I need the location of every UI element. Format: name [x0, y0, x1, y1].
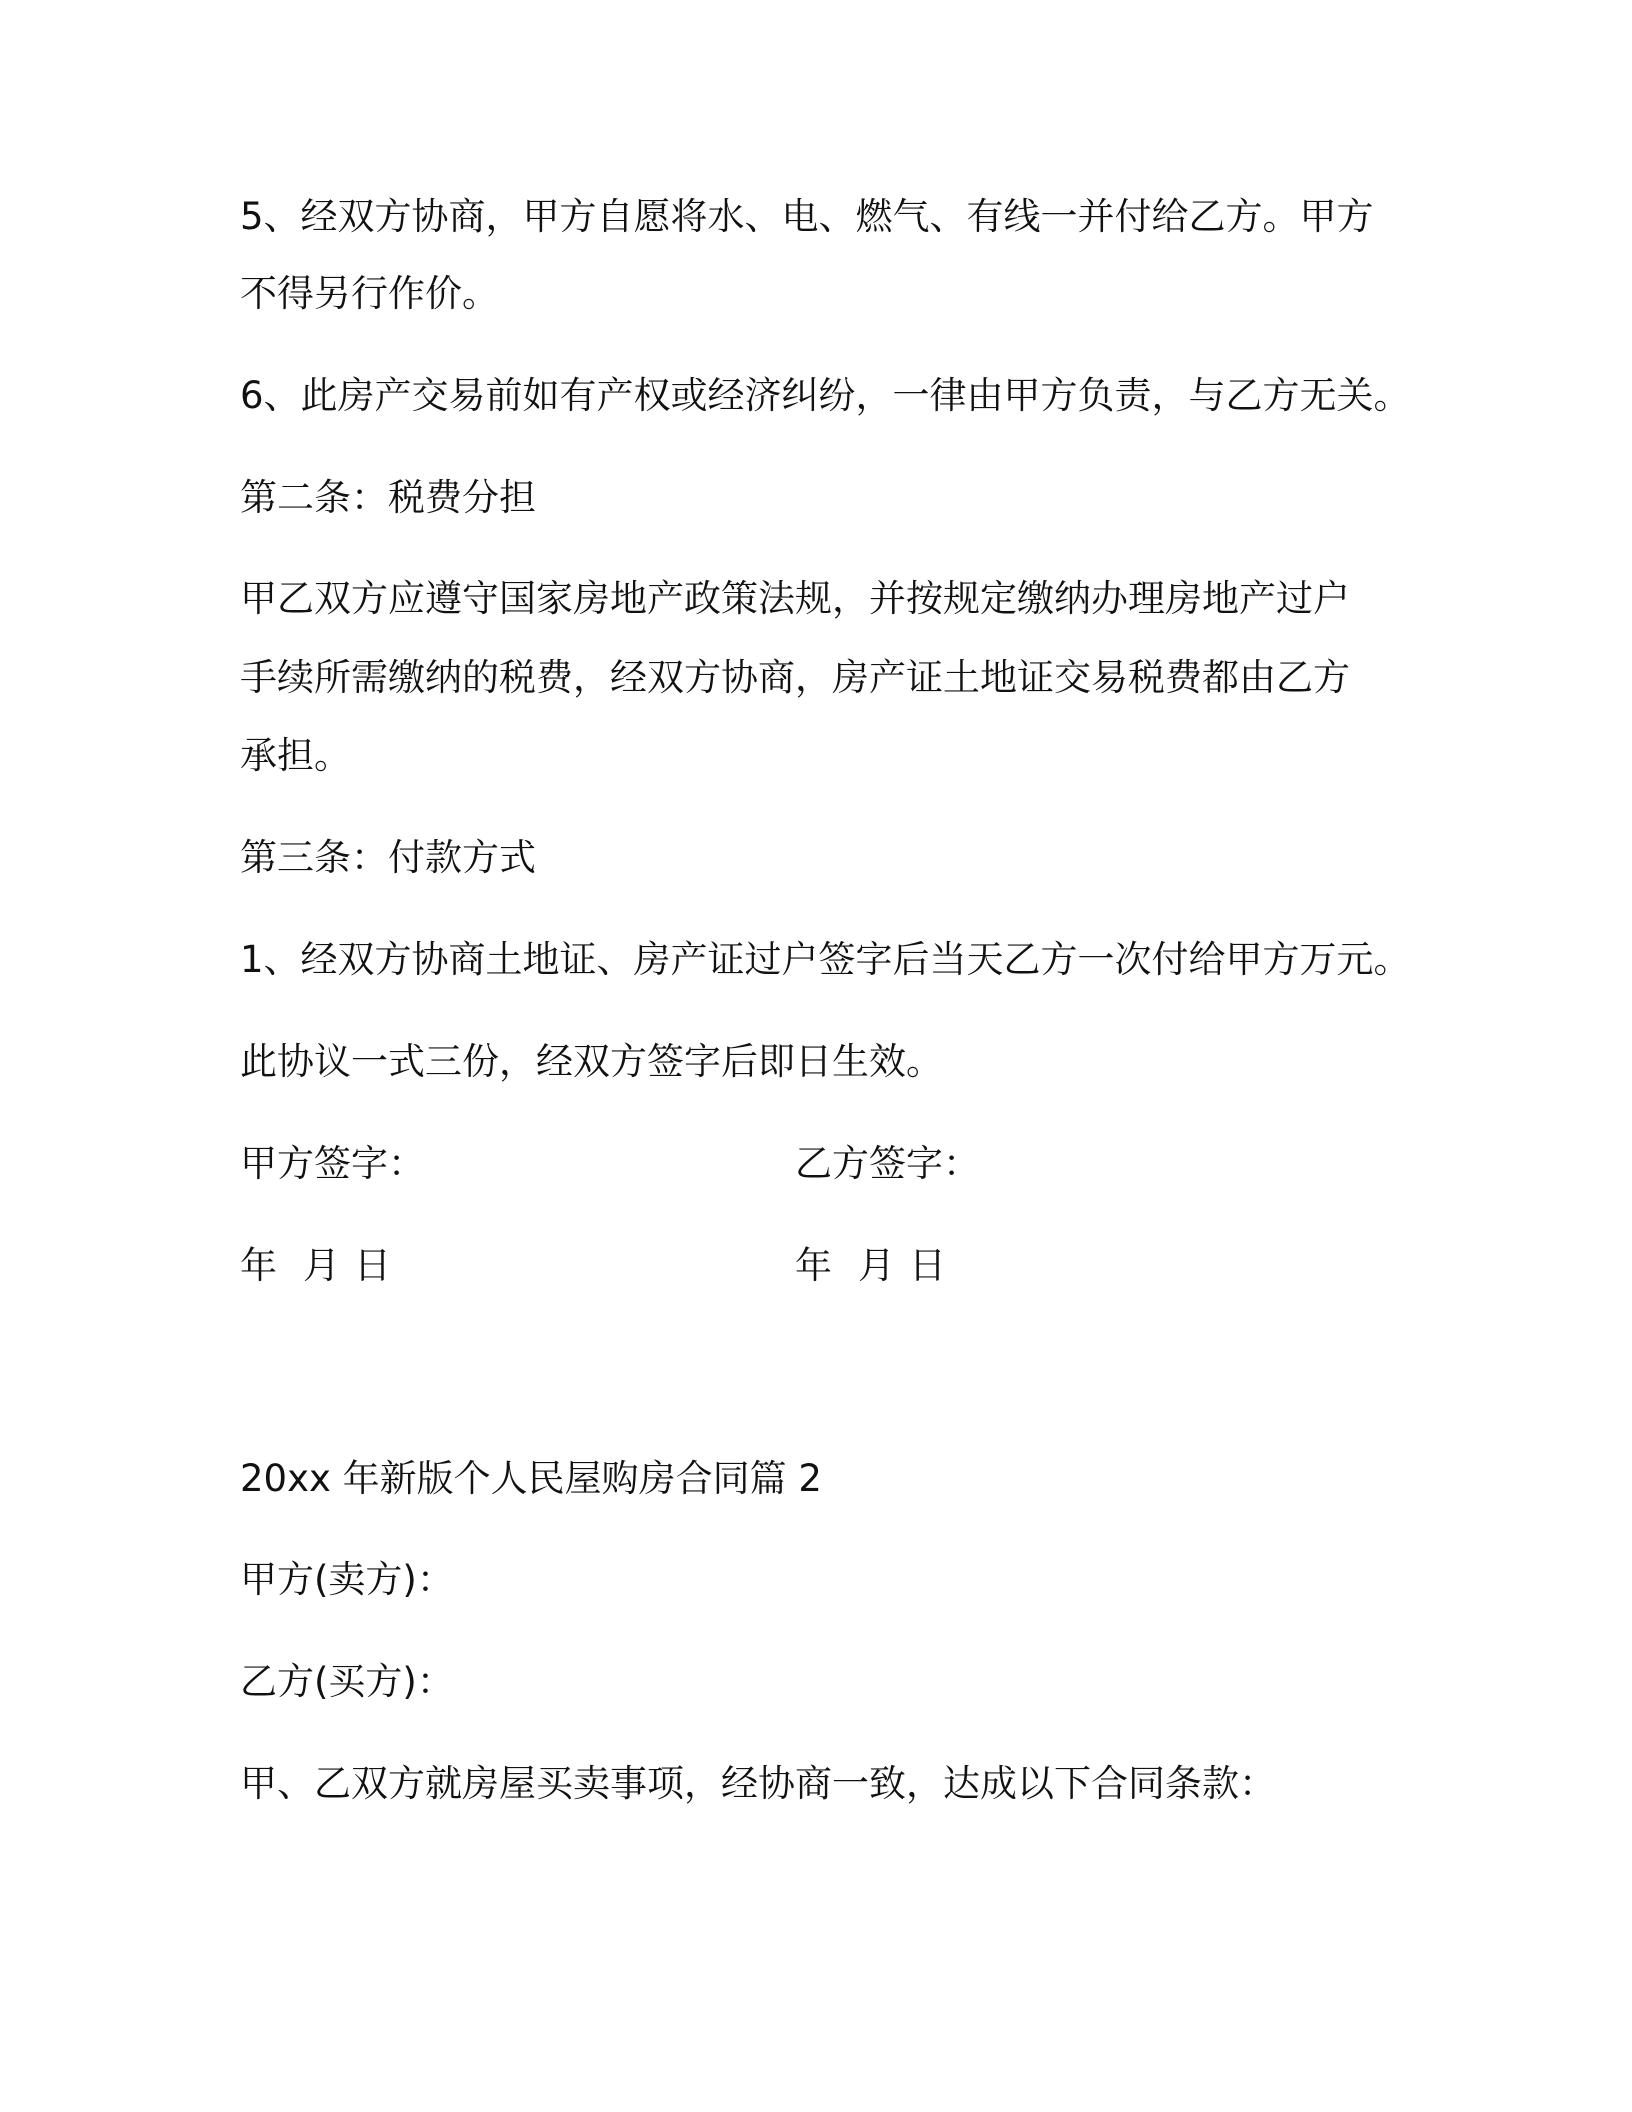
contract-2-title: 20xx 年新版个人民屋购房合同篇 2 — [240, 1457, 822, 1500]
clause-5-line-1: 5、经双方协商，甲方自愿将水、电、燃气、有线一并付给乙方。甲方 — [240, 195, 1374, 238]
buyer-label: 乙方(买方)： — [240, 1660, 454, 1703]
date-month: 月 — [303, 1244, 340, 1287]
clause-5-line-2: 不得另行作价。 — [240, 272, 499, 315]
date-month: 月 — [858, 1244, 895, 1287]
party-b-date — [795, 1244, 946, 1288]
article-3-heading: 第三条：付款方式 — [240, 836, 536, 879]
party-a-date — [240, 1244, 391, 1288]
party-a-signature-label: 甲方签字： — [240, 1142, 425, 1185]
article-2-line-2: 手续所需缴纳的税费，经双方协商，房产证土地证交易税费都由乙方 — [240, 656, 1350, 699]
clause-6: 6、此房产交易前如有产权或经济纠纷，一律由甲方负责，与乙方无关。 — [240, 374, 1411, 417]
article-2-heading: 第二条：税费分担 — [240, 476, 536, 519]
date-year: 年 — [240, 1244, 277, 1287]
date-day: 日 — [354, 1244, 391, 1287]
party-b-signature-label: 乙方签字： — [795, 1142, 980, 1185]
article-2-line-3: 承担。 — [240, 734, 351, 777]
effect-clause: 此协议一式三份，经双方签字后即日生效。 — [240, 1040, 943, 1083]
date-day: 日 — [909, 1244, 946, 1287]
article-3-item-1: 1、经双方协商土地证、房产证过户签字后当天乙方一次付给甲方万元。 — [240, 938, 1411, 981]
contract-2-intro: 甲、乙双方就房屋买卖事项，经协商一致，达成以下合同条款： — [240, 1762, 1276, 1805]
seller-label: 甲方(卖方)： — [240, 1558, 454, 1601]
article-2-line-1: 甲乙双方应遵守国家房地产政策法规，并按规定缴纳办理房地产过户 — [240, 577, 1350, 620]
date-year: 年 — [795, 1244, 832, 1287]
